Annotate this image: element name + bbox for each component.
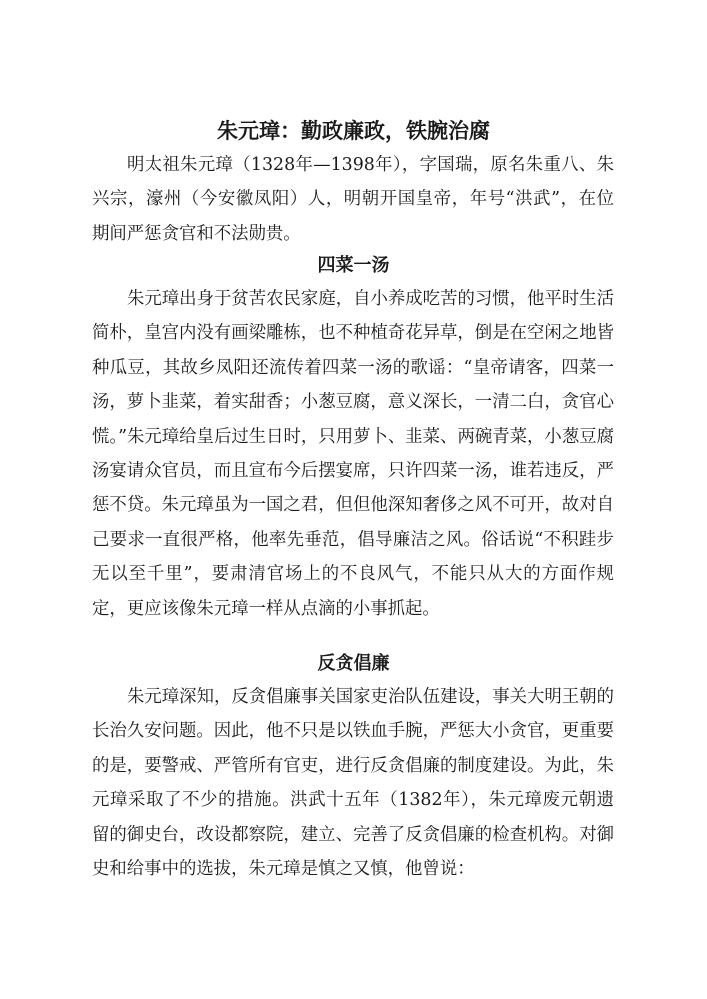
section-heading-anti-corruption: 反贪倡廉 <box>317 653 390 674</box>
document-title: 朱元璋：勤政廉政，铁腕治腐 <box>217 118 490 143</box>
intro-paragraph: 明太祖朱元璋（1328年—1398年），字国瑞，原名朱重八、朱兴宗，濠州（今安徽凤阳）人，明朝开国皇帝，年号“洪武”，在位期间严惩贪官和不法勋贵。 <box>92 155 614 244</box>
section-body-anti-corruption: 朱元璋深知，反贪倡廉事关国家吏治队伍建设，事关大明王朝的长治久安问题。因此，他不只是以铁血手腕，严惩大小贪官，更重要的是，要警戒、严管所有官吏，进行反贪倡廉的制度建设。为此，朱元璋采取了不少的措施。洪武十五年（1382年），朱元璋废元朝遗留的御史台，改设都察院，建立、完善了反贪倡廉的检查机构。对御史和给事中的选拔，朱元璋是慎之又慎，他曾说： <box>92 687 614 880</box>
section-heading-four-dishes: 四菜一汤 <box>317 255 390 276</box>
section-body-four-dishes: 朱元璋出身于贫苦农民家庭，自小养成吃苦的习惯，他平时生活简朴，皇宫内没有画梁雕栋，也不种植奇花异草，倒是在空闲之地皆种瓜豆，其故乡凤阳还流传着四菜一汤的歌谣：“皇帝请客，四菜一汤，萝卜韭菜，着实甜香；小葱豆腐，意义深长，一清二白，贪官心慌。”朱元璋给皇后过生日时，只用萝卜、韭菜、两碗青菜，小葱豆腐汤宴请众官员，而且宣布今后摆宴席，只许四菜一汤，谁若违反，严惩不贷。朱元璋虽为一国之君，但但他深知奢侈之风不可开，故对自己要求一直很严格，他率先垂范，倡导廉洁之风。俗话说“不积跬步无以至千里”，要肃清官场上的不良风气，不能只从大的方面作规定，更应该像朱元璋一样从点滴的小事抓起。 <box>92 289 614 619</box>
